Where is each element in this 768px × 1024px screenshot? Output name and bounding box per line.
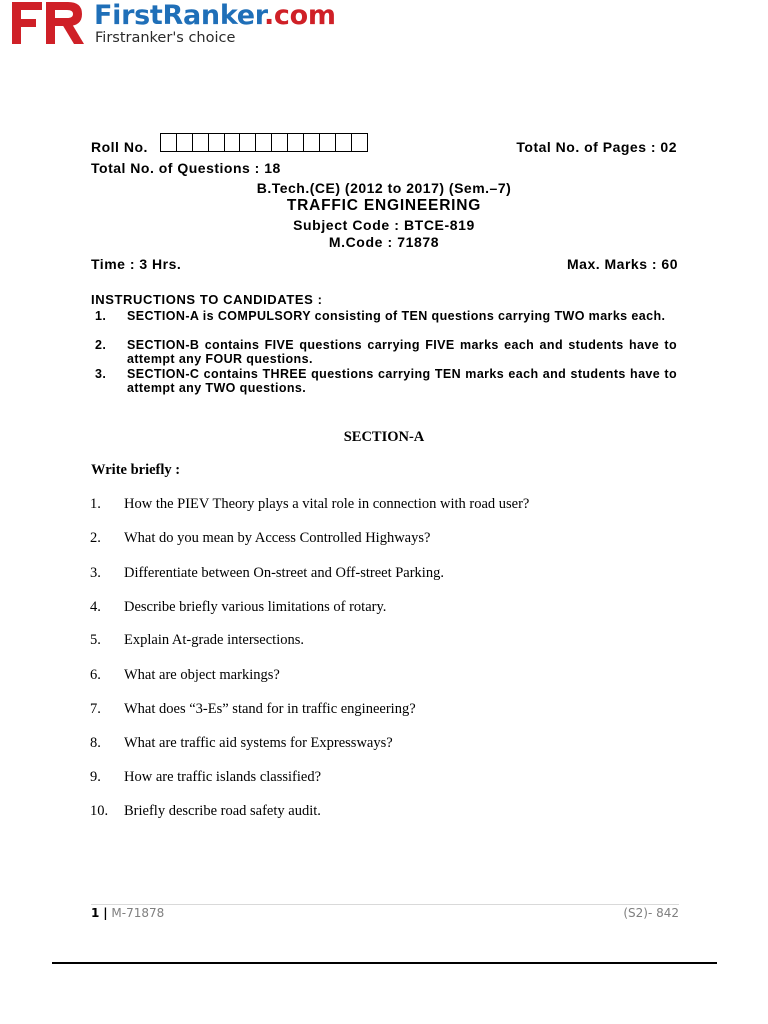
- roll-number-box: [304, 134, 320, 151]
- question-number: 5.: [90, 632, 101, 648]
- roll-number-box: [320, 134, 336, 151]
- question-item: [90, 701, 416, 718]
- instructions-title: INSTRUCTIONS TO CANDIDATES :: [91, 292, 323, 307]
- instruction-text: SECTION-A is COMPULSORY consisting of TEN questions carrying TWO marks each.: [127, 309, 666, 323]
- firstranker-logo-icon: [12, 2, 84, 44]
- roll-number-box: [193, 134, 209, 151]
- roll-label: Roll No.: [91, 139, 148, 155]
- question-item: [90, 530, 430, 547]
- exam-time: Time : 3 Hrs.: [91, 256, 182, 272]
- roll-number-box: [161, 134, 177, 151]
- question-number: 6.: [90, 667, 101, 683]
- roll-number-box: [177, 134, 193, 151]
- roll-number-box: [225, 134, 241, 151]
- question-number: 8.: [90, 735, 101, 751]
- roll-number-box: [272, 134, 288, 151]
- page-number: 1: [91, 906, 100, 920]
- question-number: 3.: [90, 565, 101, 581]
- instruction-number: 2.: [95, 338, 107, 352]
- instruction-text: SECTION-C contains THREE questions carrying TEN marks each and students have to attempt any TWO questions.: [127, 367, 677, 395]
- section-a-subtitle: Write briefly :: [91, 462, 181, 478]
- question-item: [90, 565, 444, 582]
- question-text: Differentiate between On-street and Off-street Parking.: [124, 565, 444, 581]
- instruction-number: 1.: [95, 309, 107, 323]
- roll-number-box: [209, 134, 225, 151]
- brand-tagline: Firstranker's choice: [95, 30, 236, 46]
- instruction-item: [95, 367, 677, 395]
- total-questions: Total No. of Questions : 18: [91, 160, 281, 176]
- question-text: What are object markings?: [124, 667, 280, 683]
- roll-number-boxes: [160, 133, 368, 152]
- instruction-text: SECTION-B contains FIVE questions carrying FIVE marks each and students have to attempt any FOUR questions.: [127, 338, 677, 366]
- question-text: How are traffic islands classified?: [124, 769, 322, 785]
- instruction-item: [95, 309, 677, 323]
- question-number: 1.: [90, 496, 101, 512]
- footer-page-info: [91, 906, 164, 920]
- question-number: 7.: [90, 701, 101, 717]
- question-text: What are traffic aid systems for Expressways?: [124, 735, 393, 751]
- roll-number-box: [352, 134, 368, 151]
- total-pages: Total No. of Pages : 02: [516, 139, 677, 155]
- question-number: 4.: [90, 599, 101, 615]
- question-item: [90, 632, 304, 649]
- question-item: [90, 599, 386, 616]
- question-text: What do you mean by Access Controlled Highways?: [124, 530, 431, 546]
- question-text: Explain At-grade intersections.: [124, 632, 304, 648]
- max-marks: Max. Marks : 60: [567, 256, 678, 272]
- footer-divider: [91, 904, 679, 905]
- question-text: Briefly describe road safety audit.: [124, 803, 321, 819]
- course-info: B.Tech.(CE) (2012 to 2017) (Sem.–7): [256, 180, 512, 196]
- brand-name-suffix: .com: [263, 0, 336, 31]
- roll-number-box: [336, 134, 352, 151]
- question-number: 2.: [90, 530, 101, 546]
- question-text: How the PIEV Theory plays a vital role in connection with road user?: [124, 496, 530, 512]
- m-code: M.Code : 71878: [328, 234, 440, 250]
- instruction-number: 3.: [95, 367, 107, 381]
- question-item: [90, 667, 280, 684]
- question-item: [90, 803, 321, 820]
- roll-number-box: [288, 134, 304, 151]
- roll-number-box: [256, 134, 272, 151]
- bottom-divider: [52, 962, 717, 964]
- question-number: 9.: [90, 769, 101, 785]
- question-text: What does “3-Es” stand for in traffic engineering?: [124, 701, 416, 717]
- question-text: Describe briefly various limitations of rotary.: [124, 599, 387, 615]
- brand-name-main: FirstRanker: [94, 0, 264, 31]
- subject-code: Subject Code : BTCE-819: [293, 217, 475, 233]
- footer-separator: |: [103, 906, 108, 920]
- footer-code: M-71878: [111, 906, 165, 920]
- instruction-item: [95, 338, 677, 366]
- brand-name: [94, 0, 336, 31]
- section-a-title: SECTION-A: [343, 429, 425, 445]
- question-number: 10.: [90, 803, 109, 819]
- subject-title: TRAFFIC ENGINEERING: [286, 197, 482, 214]
- question-item: [90, 735, 393, 752]
- roll-number-box: [240, 134, 256, 151]
- footer-right-code: (S2)- 842: [623, 906, 679, 920]
- question-item: [90, 496, 529, 513]
- question-item: [90, 769, 321, 786]
